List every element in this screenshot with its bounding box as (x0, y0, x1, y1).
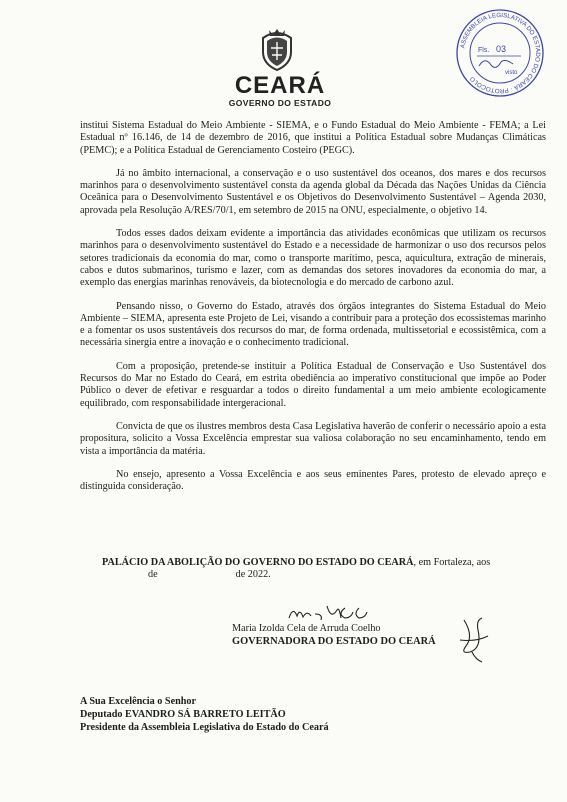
brand-subtitle: GOVERNO DO ESTADO (228, 98, 332, 108)
stamp-initials (479, 60, 513, 67)
brand-block (220, 74, 340, 108)
letter-body (80, 120, 546, 504)
stamp-sheet-label: Fls. (478, 47, 490, 54)
paragraph: Com a proposição, pretende-se instituir a Política Estadual de Conservação e Uso Sustentável dos Recursos do Mar no Estado do Ceará, em estrita obediência ao imperativo constitucional que impõe ao Poder Público o dever de efetivar e resguardar a todos o direito fundamental a um meio ambiente ecologicamente equilibrado, com responsabilidade intergeracional. (80, 360, 546, 409)
paragraph: No ensejo, apresento a Vossa Excelência e aos seus eminentes Pares, protesto de elevado apreço e distinguida consideração. (80, 468, 546, 493)
paragraph: Já no âmbito internacional, a conservação e o uso sustentável dos oceanos, dos mares e dos recursos marinhos para o desenvolvimento sustentável consta da agenda global da Década das Nações Unidas da Ciência Oceânica para o Desenvolvimento Sustentável e os Objetivos do Desenvolvimento Sustentável – Agenda 2030, aprovada pela Resolução A/RES/70/1, em setembro de 2015 na ONU, especialmente, o objetivo 14. (80, 167, 546, 216)
stamp-sheet-number: 03 (496, 44, 507, 54)
paragraph: Pensando nisso, o Governo do Estado, através dos órgãos integrantes do Sistema Estadual do Meio Ambiente – SIEMA, apresenta este Projeto de Lei, visando a contribuir para a proteção dos ecossistemas marinho e a fomentar os usos sustentáveis dos recursos do mar, de forma ordenada, multissetorial e ecossistêmica, com a necessária sinergia entre a inovação e o conhecimento tradicional. (80, 300, 546, 349)
brand-name: CEARÁ (234, 72, 326, 99)
paragraph: Todos esses dados deixam evidente a importância das atividades econômicas que utilizam os recursos marinhos para o desenvolvimento sustentável do Estado e a necessidade de harmonizar o uso dos recursos pelos setores tradicionais da economia do mar, como o transporte marítimo, pesca, aquicultura, extração de minerais, cabos e dutos submarinos, turismo e lazer, com as demandas dos setores inovadores da economia do mar, a exemplo das energias marinhas renováveis, da biotecnologia e do mercado de carbono azul. (80, 228, 546, 289)
addressee-block (80, 696, 440, 734)
addressee-name: Deputado EVANDRO SÁ BARRETO LEITÃO (80, 708, 286, 720)
addressee-line: A Sua Excelência o Senhor (80, 696, 197, 707)
stamp-visa-label: visto (505, 70, 518, 76)
palace-name: PALÁCIO DA ABOLIÇÃO DO GOVERNO DO ESTADO DO CEARÁ (102, 557, 414, 568)
stamp-ring-text: ASSEMBLEIA LEGISLATIVA DO ESTADO DO CEARÁ · PROTOCOLO (459, 11, 542, 95)
date-year: de 2022. (235, 569, 271, 581)
city-text: , em Fortaleza, aos (413, 557, 491, 568)
signer-title: GOVERNADORA DO ESTADO DO CEARÁ (232, 635, 436, 647)
date-prefix: de (148, 569, 158, 581)
paragraph: institui Sistema Estadual do Meio Ambiente - SIEMA, e o Fundo Estadual do Meio Ambiente - FEMA; a Lei Estadual nº 16.146, de 14 de dezembro de 2016, que institui a Política Estadual sobre Mudanças Climáticas (PEMC); e a Política Estadual de Gerenciamento Costeiro (PEGC). (80, 120, 546, 156)
paragraph: Convicta de que os ilustres membros desta Casa Legislativa haverão de conferir o necessário apoio a esta propositura, solicito a Vossa Excelência emprestar sua valiosa colaboração no seu encaminhamento, tendo em vista a importância da matéria. (80, 420, 546, 457)
signer-block (232, 623, 492, 648)
coat-of-arms-icon (259, 26, 295, 72)
addressee-role: Presidente da Assembleia Legislativa do Estado do Ceará (80, 721, 329, 733)
signer-name: Maria Izolda Cela de Arruda Coelho (232, 623, 381, 634)
protocol-stamp (455, 8, 545, 98)
date-line (80, 569, 546, 581)
closing-block (80, 557, 546, 582)
